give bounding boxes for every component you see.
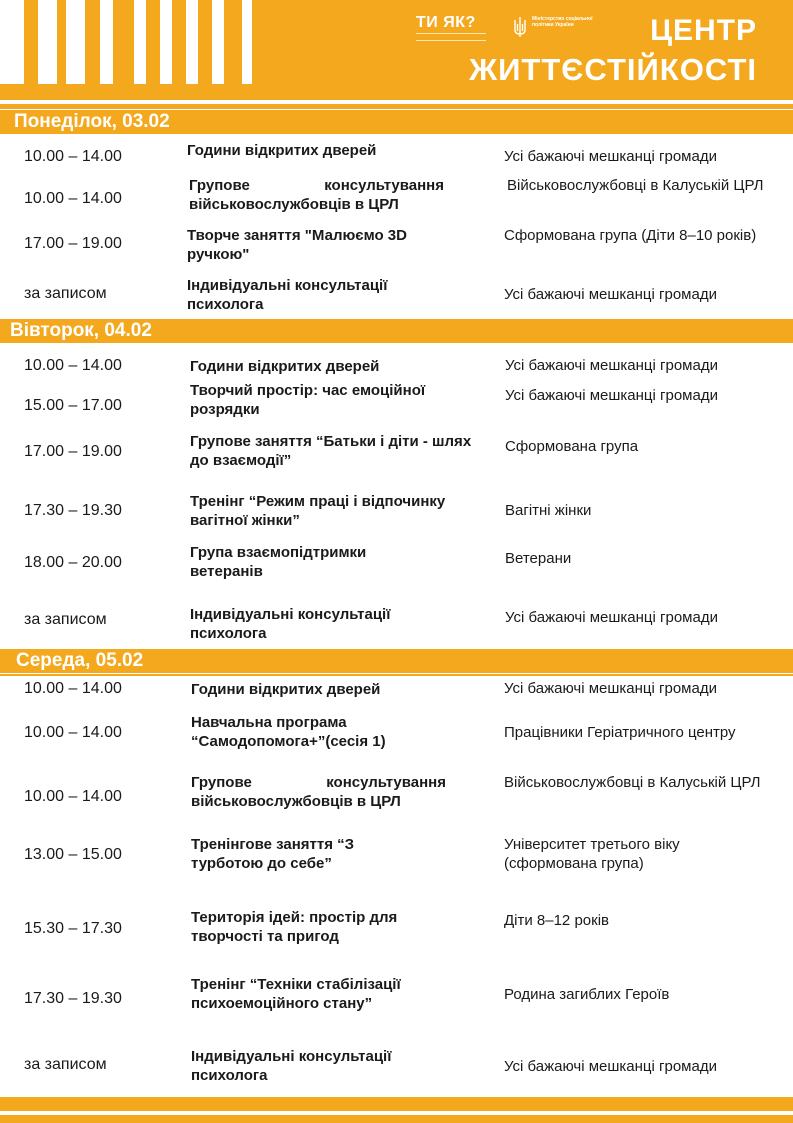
row-event: Тренінг “Техніки стабілізації психоемоційного стану” <box>191 976 401 1012</box>
row-time: 10.00 – 14.00 <box>24 190 122 207</box>
row-event: Індивідуальні консультації психолога <box>191 1048 392 1084</box>
day-header-monday <box>0 110 793 134</box>
row-audience: Родина загиблих Героїв <box>504 986 670 1003</box>
row-event: Групове консультування військовослужбовців в ЦРЛ <box>189 177 444 213</box>
row-time: 17.30 – 19.30 <box>24 502 122 519</box>
row-time: 10.00 – 14.00 <box>24 788 122 805</box>
row-audience: Університет третього віку (сформована група) <box>504 836 680 872</box>
row-event: Тренінгове заняття “З турботою до себе” <box>191 836 355 872</box>
row-event: Група взаємопідтримки ветеранів <box>190 544 367 580</box>
row-audience: Військовослужбовці в Калуській ЦРЛ <box>504 774 761 791</box>
row-time: 10.00 – 14.00 <box>24 680 122 697</box>
row-audience: Усі бажаючі мешканці громади <box>504 148 717 165</box>
title-centre: ЦЕНТР <box>650 14 757 47</box>
row-event: Територія ідей: простір для творчості та пригод <box>191 909 398 945</box>
row-time: 17.30 – 19.30 <box>24 990 122 1007</box>
row-event: Навчальна програма “Самодопомога+”(сесія 1) <box>191 714 386 750</box>
divider-line <box>0 104 793 109</box>
decorative-stripe <box>186 0 198 84</box>
tiyak-logo: ТИ ЯК? <box>416 14 476 31</box>
row-time: 13.00 – 15.00 <box>24 846 122 863</box>
row-audience: Діти 8–12 років <box>504 912 609 929</box>
row-time: 10.00 – 14.00 <box>24 357 122 374</box>
row-audience: Вагітні жінки <box>505 502 592 519</box>
decorative-stripe <box>134 0 146 84</box>
row-time: 18.00 – 20.00 <box>24 554 122 571</box>
row-audience: Усі бажаючі мешканці громади <box>504 1058 717 1075</box>
row-time: за записом <box>24 1056 107 1073</box>
row-audience: Військовослужбовці в Калуській ЦРЛ <box>507 177 764 194</box>
day-header-tuesday <box>0 319 793 343</box>
row-event: Тренінг “Режим праці і відпочинку вагітної жінки” <box>190 493 446 529</box>
row-audience: Сформована група <box>505 438 639 455</box>
row-event: Години відкритих дверей <box>190 358 380 375</box>
decorative-stripe <box>38 0 57 84</box>
row-time: 10.00 – 14.00 <box>24 724 122 741</box>
row-time: 10.00 – 14.00 <box>24 148 122 165</box>
decorative-stripe <box>100 0 113 84</box>
row-event: Індивідуальні консультації психолога <box>190 606 391 642</box>
row-audience: Усі бажаючі мешканці громади <box>505 609 718 626</box>
decorative-stripe <box>212 0 224 84</box>
row-audience: Ветерани <box>505 550 572 567</box>
row-event: Години відкритих дверей <box>191 681 381 698</box>
row-audience: Працівники Геріатричного центру <box>504 724 736 741</box>
decorative-stripe <box>160 0 172 84</box>
tiyak-logo-subline <box>416 33 486 41</box>
row-event: Творче заняття "Малюємо 3D ручкою" <box>187 227 407 263</box>
ministry-logo <box>512 16 604 38</box>
row-event: Творчий простір: час емоційної розрядки <box>190 382 426 418</box>
title-resilience: ЖИТТЄСТІЙКОСТІ <box>469 52 757 87</box>
trident-icon <box>512 16 528 38</box>
row-event: Групове консультування військовослужбовців в ЦРЛ <box>191 774 446 810</box>
footer-band <box>0 1097 793 1111</box>
day-label: Середа, 05.02 <box>16 650 144 671</box>
decorative-stripe <box>0 0 24 84</box>
row-audience: Сформована група (Діти 8–10 років) <box>504 227 757 244</box>
row-time: за записом <box>24 285 107 302</box>
row-audience: Усі бажаючі мешканці громади <box>505 387 718 404</box>
row-audience: Усі бажаючі мешканці громади <box>504 680 717 697</box>
row-audience: Усі бажаючі мешканці громади <box>504 286 717 303</box>
footer-band <box>0 1115 793 1123</box>
divider-line <box>0 674 793 676</box>
ministry-label: Міністерство соціальної політики України <box>532 16 593 28</box>
row-audience: Усі бажаючі мешканці громади <box>505 357 718 374</box>
row-event: Групове заняття “Батьки і діти - шлях до взаємодії” <box>190 433 472 469</box>
decorative-stripe <box>242 0 252 84</box>
row-time: 17.00 – 19.00 <box>24 443 122 460</box>
row-event: Індивідуальні консультації психолога <box>187 277 388 313</box>
day-label: Понеділок, 03.02 <box>14 111 170 132</box>
header-banner <box>0 0 793 100</box>
row-time: 15.00 – 17.00 <box>24 397 122 414</box>
row-time: 17.00 – 19.00 <box>24 235 122 252</box>
decorative-stripe <box>66 0 85 84</box>
row-event: Години відкритих дверей <box>187 142 377 159</box>
day-label: Вівторок, 04.02 <box>10 320 152 341</box>
row-time: 15.30 – 17.30 <box>24 920 122 937</box>
row-time: за записом <box>24 611 107 628</box>
day-header-wednesday <box>0 649 793 673</box>
